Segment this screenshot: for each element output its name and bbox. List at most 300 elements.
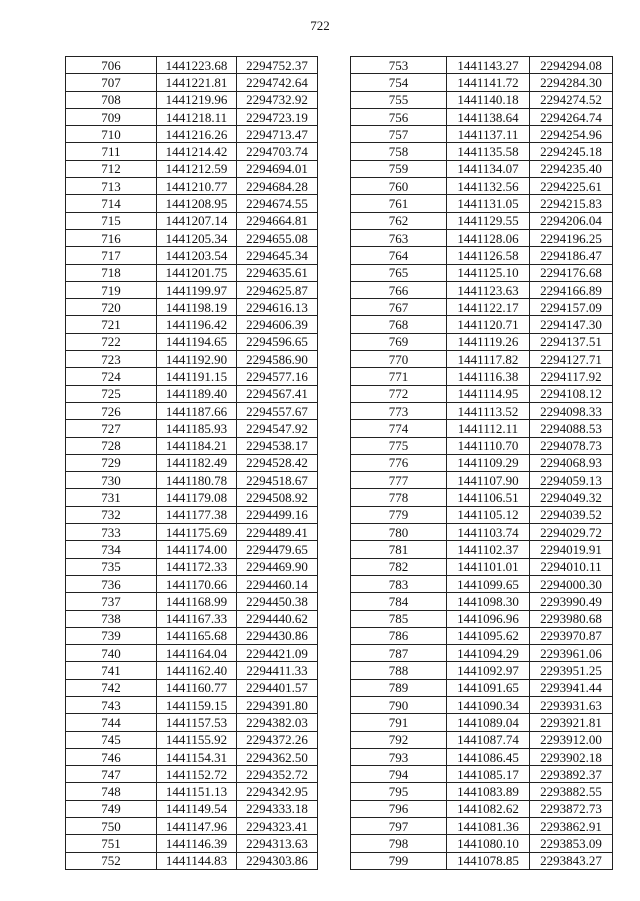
table-row: [351, 731, 613, 748]
x-coordinate-cell: 1441096.96: [447, 610, 530, 627]
x-coordinate-cell: 1441140.18: [447, 91, 530, 108]
table-row: [351, 524, 613, 541]
x-coordinate-cell: 1441155.92: [157, 731, 237, 748]
x-coordinate-cell: 1441106.51: [447, 489, 530, 506]
x-coordinate-cell: 1441154.31: [157, 748, 237, 765]
x-coordinate-cell: 1441117.82: [447, 351, 530, 368]
point-number-cell: 749: [66, 800, 157, 817]
x-coordinate-cell: 1441114.95: [447, 385, 530, 402]
y-coordinate-cell: 2293912.00: [530, 731, 613, 748]
point-number-cell: 796: [351, 800, 447, 817]
table-row: [351, 143, 613, 160]
x-coordinate-cell: 1441103.74: [447, 524, 530, 541]
table-row: [66, 454, 318, 471]
table-row: [351, 662, 613, 679]
x-coordinate-cell: 1441182.49: [157, 454, 237, 471]
y-coordinate-cell: 2294450.38: [237, 593, 318, 610]
point-number-cell: 737: [66, 593, 157, 610]
y-coordinate-cell: 2294664.81: [237, 212, 318, 229]
point-number-cell: 709: [66, 108, 157, 125]
point-number-cell: 772: [351, 385, 447, 402]
table-row: [351, 852, 613, 869]
table-body: [351, 57, 613, 870]
table-row: [351, 748, 613, 765]
point-number-cell: 716: [66, 229, 157, 246]
y-coordinate-cell: 2294147.30: [530, 316, 613, 333]
table-row: [351, 541, 613, 558]
point-number-cell: 779: [351, 506, 447, 523]
y-coordinate-cell: 2294342.95: [237, 783, 318, 800]
point-number-cell: 734: [66, 541, 157, 558]
x-coordinate-cell: 1441144.83: [157, 852, 237, 869]
table-row: [66, 229, 318, 246]
point-number-cell: 761: [351, 195, 447, 212]
table-row: [66, 696, 318, 713]
table-row: [351, 627, 613, 644]
point-number-cell: 718: [66, 264, 157, 281]
table-row: [66, 57, 318, 74]
x-coordinate-cell: 1441187.66: [157, 402, 237, 419]
y-coordinate-cell: 2294352.72: [237, 766, 318, 783]
y-coordinate-cell: 2294499.16: [237, 506, 318, 523]
point-number-cell: 764: [351, 247, 447, 264]
x-coordinate-cell: 1441160.77: [157, 679, 237, 696]
x-coordinate-cell: 1441216.26: [157, 126, 237, 143]
x-coordinate-cell: 1441210.77: [157, 178, 237, 195]
table-row: [351, 783, 613, 800]
y-coordinate-cell: 2294196.25: [530, 229, 613, 246]
point-number-cell: 742: [66, 679, 157, 696]
x-coordinate-cell: 1441098.30: [447, 593, 530, 610]
table-row: [351, 472, 613, 489]
y-coordinate-cell: 2294401.57: [237, 679, 318, 696]
table-row: [66, 402, 318, 419]
y-coordinate-cell: 2294567.41: [237, 385, 318, 402]
y-coordinate-cell: 2294225.61: [530, 178, 613, 195]
point-number-cell: 720: [66, 299, 157, 316]
point-number-cell: 740: [66, 645, 157, 662]
x-coordinate-cell: 1441132.56: [447, 178, 530, 195]
point-number-cell: 714: [66, 195, 157, 212]
y-coordinate-cell: 2294088.53: [530, 420, 613, 437]
point-number-cell: 799: [351, 852, 447, 869]
point-number-cell: 727: [66, 420, 157, 437]
x-coordinate-cell: 1441083.89: [447, 783, 530, 800]
table-row: [66, 420, 318, 437]
point-number-cell: 747: [66, 766, 157, 783]
y-coordinate-cell: 2293921.81: [530, 714, 613, 731]
table-row: [351, 593, 613, 610]
table-row: [66, 575, 318, 592]
table-row: [351, 818, 613, 835]
x-coordinate-cell: 1441101.01: [447, 558, 530, 575]
point-number-cell: 753: [351, 57, 447, 74]
table-row: [66, 385, 318, 402]
y-coordinate-cell: 2294440.62: [237, 610, 318, 627]
point-number-cell: 722: [66, 333, 157, 350]
x-coordinate-cell: 1441119.26: [447, 333, 530, 350]
y-coordinate-cell: 2293970.87: [530, 627, 613, 644]
y-coordinate-cell: 2294157.09: [530, 299, 613, 316]
y-coordinate-cell: 2294625.87: [237, 281, 318, 298]
x-coordinate-cell: 1441184.21: [157, 437, 237, 454]
table-row: [66, 212, 318, 229]
y-coordinate-cell: 2294117.92: [530, 368, 613, 385]
y-coordinate-cell: 2294098.33: [530, 402, 613, 419]
y-coordinate-cell: 2293843.27: [530, 852, 613, 869]
point-number-cell: 733: [66, 524, 157, 541]
x-coordinate-cell: 1441164.04: [157, 645, 237, 662]
y-coordinate-cell: 2294674.55: [237, 195, 318, 212]
y-coordinate-cell: 2293902.18: [530, 748, 613, 765]
x-coordinate-cell: 1441129.55: [447, 212, 530, 229]
x-coordinate-cell: 1441081.36: [447, 818, 530, 835]
table-row: [351, 645, 613, 662]
y-coordinate-cell: 2294284.30: [530, 74, 613, 91]
table-row: [66, 852, 318, 869]
y-coordinate-cell: 2293862.91: [530, 818, 613, 835]
table-row: [66, 800, 318, 817]
y-coordinate-cell: 2294547.92: [237, 420, 318, 437]
point-number-cell: 793: [351, 748, 447, 765]
x-coordinate-cell: 1441199.97: [157, 281, 237, 298]
table-row: [66, 679, 318, 696]
x-coordinate-cell: 1441146.39: [157, 835, 237, 852]
point-number-cell: 745: [66, 731, 157, 748]
x-coordinate-cell: 1441175.69: [157, 524, 237, 541]
table-row: [66, 714, 318, 731]
point-number-cell: 739: [66, 627, 157, 644]
table-row: [351, 91, 613, 108]
x-coordinate-cell: 1441177.38: [157, 506, 237, 523]
point-number-cell: 782: [351, 558, 447, 575]
y-coordinate-cell: 2294245.18: [530, 143, 613, 160]
table-row: [66, 281, 318, 298]
x-coordinate-cell: 1441214.42: [157, 143, 237, 160]
point-number-cell: 719: [66, 281, 157, 298]
point-number-cell: 794: [351, 766, 447, 783]
point-number-cell: 751: [66, 835, 157, 852]
table-row: [66, 195, 318, 212]
point-number-cell: 765: [351, 264, 447, 281]
y-coordinate-cell: 2294049.32: [530, 489, 613, 506]
table-row: [351, 679, 613, 696]
y-coordinate-cell: 2294518.67: [237, 472, 318, 489]
y-coordinate-cell: 2294742.64: [237, 74, 318, 91]
point-number-cell: 769: [351, 333, 447, 350]
point-number-cell: 750: [66, 818, 157, 835]
x-coordinate-cell: 1441157.53: [157, 714, 237, 731]
x-coordinate-cell: 1441168.99: [157, 593, 237, 610]
point-number-cell: 706: [66, 57, 157, 74]
table-row: [66, 506, 318, 523]
y-coordinate-cell: 2294411.33: [237, 662, 318, 679]
point-number-cell: 784: [351, 593, 447, 610]
point-number-cell: 766: [351, 281, 447, 298]
point-number-cell: 780: [351, 524, 447, 541]
y-coordinate-cell: 2294108.12: [530, 385, 613, 402]
x-coordinate-cell: 1441179.08: [157, 489, 237, 506]
y-coordinate-cell: 2294000.30: [530, 575, 613, 592]
table-row: [351, 57, 613, 74]
x-coordinate-cell: 1441185.93: [157, 420, 237, 437]
table-row: [66, 247, 318, 264]
table-row: [66, 472, 318, 489]
x-coordinate-cell: 1441167.33: [157, 610, 237, 627]
x-coordinate-cell: 1441223.68: [157, 57, 237, 74]
y-coordinate-cell: 2294333.18: [237, 800, 318, 817]
x-coordinate-cell: 1441094.29: [447, 645, 530, 662]
y-coordinate-cell: 2293872.73: [530, 800, 613, 817]
table-row: [351, 402, 613, 419]
point-number-cell: 756: [351, 108, 447, 125]
y-coordinate-cell: 2293990.49: [530, 593, 613, 610]
y-coordinate-cell: 2294645.34: [237, 247, 318, 264]
x-coordinate-cell: 1441082.62: [447, 800, 530, 817]
point-number-cell: 792: [351, 731, 447, 748]
point-number-cell: 777: [351, 472, 447, 489]
x-coordinate-cell: 1441122.17: [447, 299, 530, 316]
x-coordinate-cell: 1441152.72: [157, 766, 237, 783]
table-row: [66, 748, 318, 765]
table-row: [351, 195, 613, 212]
x-coordinate-cell: 1441110.70: [447, 437, 530, 454]
y-coordinate-cell: 2294421.09: [237, 645, 318, 662]
y-coordinate-cell: 2293853.09: [530, 835, 613, 852]
table-row: [351, 437, 613, 454]
table-row: [351, 575, 613, 592]
point-number-cell: 713: [66, 178, 157, 195]
x-coordinate-cell: 1441120.71: [447, 316, 530, 333]
table-row: [66, 610, 318, 627]
x-coordinate-cell: 1441085.17: [447, 766, 530, 783]
table-row: [66, 108, 318, 125]
coordinates-table-right: [350, 56, 613, 870]
y-coordinate-cell: 2294029.72: [530, 524, 613, 541]
table-row: [66, 333, 318, 350]
y-coordinate-cell: 2293931.63: [530, 696, 613, 713]
table-row: [66, 160, 318, 177]
point-number-cell: 785: [351, 610, 447, 627]
x-coordinate-cell: 1441174.00: [157, 541, 237, 558]
point-number-cell: 776: [351, 454, 447, 471]
point-number-cell: 757: [351, 126, 447, 143]
y-coordinate-cell: 2294489.41: [237, 524, 318, 541]
y-coordinate-cell: 2294323.41: [237, 818, 318, 835]
point-number-cell: 790: [351, 696, 447, 713]
y-coordinate-cell: 2294655.08: [237, 229, 318, 246]
x-coordinate-cell: 1441126.58: [447, 247, 530, 264]
point-number-cell: 774: [351, 420, 447, 437]
page-number: 722: [310, 18, 330, 33]
table-row: [66, 766, 318, 783]
table-row: [351, 108, 613, 125]
table-row: [66, 91, 318, 108]
x-coordinate-cell: 1441147.96: [157, 818, 237, 835]
x-coordinate-cell: 1441196.42: [157, 316, 237, 333]
x-coordinate-cell: 1441159.15: [157, 696, 237, 713]
table-row: [66, 316, 318, 333]
x-coordinate-cell: 1441208.95: [157, 195, 237, 212]
x-coordinate-cell: 1441134.07: [447, 160, 530, 177]
y-coordinate-cell: 2293980.68: [530, 610, 613, 627]
x-coordinate-cell: 1441128.06: [447, 229, 530, 246]
table-row: [351, 489, 613, 506]
y-coordinate-cell: 2294294.08: [530, 57, 613, 74]
x-coordinate-cell: 1441113.52: [447, 402, 530, 419]
table-row: [66, 299, 318, 316]
y-coordinate-cell: 2294430.86: [237, 627, 318, 644]
point-number-cell: 715: [66, 212, 157, 229]
point-number-cell: 746: [66, 748, 157, 765]
point-number-cell: 773: [351, 402, 447, 419]
table-row: [351, 714, 613, 731]
x-coordinate-cell: 1441170.66: [157, 575, 237, 592]
point-number-cell: 775: [351, 437, 447, 454]
table-row: [351, 766, 613, 783]
point-number-cell: 724: [66, 368, 157, 385]
point-number-cell: 789: [351, 679, 447, 696]
point-number-cell: 728: [66, 437, 157, 454]
x-coordinate-cell: 1441092.97: [447, 662, 530, 679]
point-number-cell: 735: [66, 558, 157, 575]
table-row: [351, 299, 613, 316]
point-number-cell: 760: [351, 178, 447, 195]
x-coordinate-cell: 1441165.68: [157, 627, 237, 644]
y-coordinate-cell: 2293961.06: [530, 645, 613, 662]
y-coordinate-cell: 2294313.63: [237, 835, 318, 852]
point-number-cell: 771: [351, 368, 447, 385]
x-coordinate-cell: 1441205.34: [157, 229, 237, 246]
y-coordinate-cell: 2294010.11: [530, 558, 613, 575]
point-number-cell: 712: [66, 160, 157, 177]
x-coordinate-cell: 1441125.10: [447, 264, 530, 281]
y-coordinate-cell: 2294235.40: [530, 160, 613, 177]
x-coordinate-cell: 1441135.58: [447, 143, 530, 160]
point-number-cell: 752: [66, 852, 157, 869]
table-row: [351, 558, 613, 575]
point-number-cell: 723: [66, 351, 157, 368]
x-coordinate-cell: 1441219.96: [157, 91, 237, 108]
table-row: [66, 593, 318, 610]
x-coordinate-cell: 1441095.62: [447, 627, 530, 644]
x-coordinate-cell: 1441105.12: [447, 506, 530, 523]
point-number-cell: 781: [351, 541, 447, 558]
x-coordinate-cell: 1441203.54: [157, 247, 237, 264]
table-row: [351, 696, 613, 713]
point-number-cell: 732: [66, 506, 157, 523]
x-coordinate-cell: 1441102.37: [447, 541, 530, 558]
table-row: [66, 783, 318, 800]
y-coordinate-cell: 2294372.26: [237, 731, 318, 748]
y-coordinate-cell: 2294635.61: [237, 264, 318, 281]
y-coordinate-cell: 2294176.68: [530, 264, 613, 281]
y-coordinate-cell: 2294078.73: [530, 437, 613, 454]
table-row: [66, 126, 318, 143]
x-coordinate-cell: 1441151.13: [157, 783, 237, 800]
point-number-cell: 754: [351, 74, 447, 91]
point-number-cell: 748: [66, 783, 157, 800]
table-row: [66, 541, 318, 558]
table-row: [351, 454, 613, 471]
table-row: [351, 178, 613, 195]
point-number-cell: 710: [66, 126, 157, 143]
table-row: [66, 351, 318, 368]
y-coordinate-cell: 2293941.44: [530, 679, 613, 696]
x-coordinate-cell: 1441201.75: [157, 264, 237, 281]
table-row: [66, 264, 318, 281]
x-coordinate-cell: 1441194.65: [157, 333, 237, 350]
x-coordinate-cell: 1441221.81: [157, 74, 237, 91]
x-coordinate-cell: 1441131.05: [447, 195, 530, 212]
y-coordinate-cell: 2294713.47: [237, 126, 318, 143]
y-coordinate-cell: 2294469.90: [237, 558, 318, 575]
x-coordinate-cell: 1441137.11: [447, 126, 530, 143]
y-coordinate-cell: 2293882.55: [530, 783, 613, 800]
x-coordinate-cell: 1441109.29: [447, 454, 530, 471]
y-coordinate-cell: 2294019.91: [530, 541, 613, 558]
table-row: [351, 281, 613, 298]
table-row: [351, 420, 613, 437]
x-coordinate-cell: 1441099.65: [447, 575, 530, 592]
point-number-cell: 743: [66, 696, 157, 713]
y-coordinate-cell: 2294215.83: [530, 195, 613, 212]
y-coordinate-cell: 2294059.13: [530, 472, 613, 489]
x-coordinate-cell: 1441189.40: [157, 385, 237, 402]
table-row: [66, 558, 318, 575]
table-row: [351, 610, 613, 627]
y-coordinate-cell: 2294577.16: [237, 368, 318, 385]
y-coordinate-cell: 2294528.42: [237, 454, 318, 471]
table-row: [351, 74, 613, 91]
x-coordinate-cell: 1441080.10: [447, 835, 530, 852]
table-row: [351, 800, 613, 817]
point-number-cell: 783: [351, 575, 447, 592]
point-number-cell: 778: [351, 489, 447, 506]
y-coordinate-cell: 2294508.92: [237, 489, 318, 506]
table-row: [66, 645, 318, 662]
point-number-cell: 770: [351, 351, 447, 368]
x-coordinate-cell: 1441086.45: [447, 748, 530, 765]
table-row: [351, 506, 613, 523]
point-number-cell: 791: [351, 714, 447, 731]
point-number-cell: 726: [66, 402, 157, 419]
point-number-cell: 762: [351, 212, 447, 229]
x-coordinate-cell: 1441207.14: [157, 212, 237, 229]
table-row: [66, 731, 318, 748]
point-number-cell: 767: [351, 299, 447, 316]
table-row: [351, 316, 613, 333]
table-row: [66, 662, 318, 679]
point-number-cell: 731: [66, 489, 157, 506]
point-number-cell: 763: [351, 229, 447, 246]
point-number-cell: 736: [66, 575, 157, 592]
y-coordinate-cell: 2294166.89: [530, 281, 613, 298]
point-number-cell: 741: [66, 662, 157, 679]
y-coordinate-cell: 2294127.71: [530, 351, 613, 368]
x-coordinate-cell: 1441116.38: [447, 368, 530, 385]
x-coordinate-cell: 1441218.11: [157, 108, 237, 125]
y-coordinate-cell: 2294382.03: [237, 714, 318, 731]
y-coordinate-cell: 2294274.52: [530, 91, 613, 108]
table-row: [66, 524, 318, 541]
table-row: [351, 264, 613, 281]
table-row: [66, 489, 318, 506]
x-coordinate-cell: 1441212.59: [157, 160, 237, 177]
x-coordinate-cell: 1441141.72: [447, 74, 530, 91]
point-number-cell: 758: [351, 143, 447, 160]
point-number-cell: 730: [66, 472, 157, 489]
